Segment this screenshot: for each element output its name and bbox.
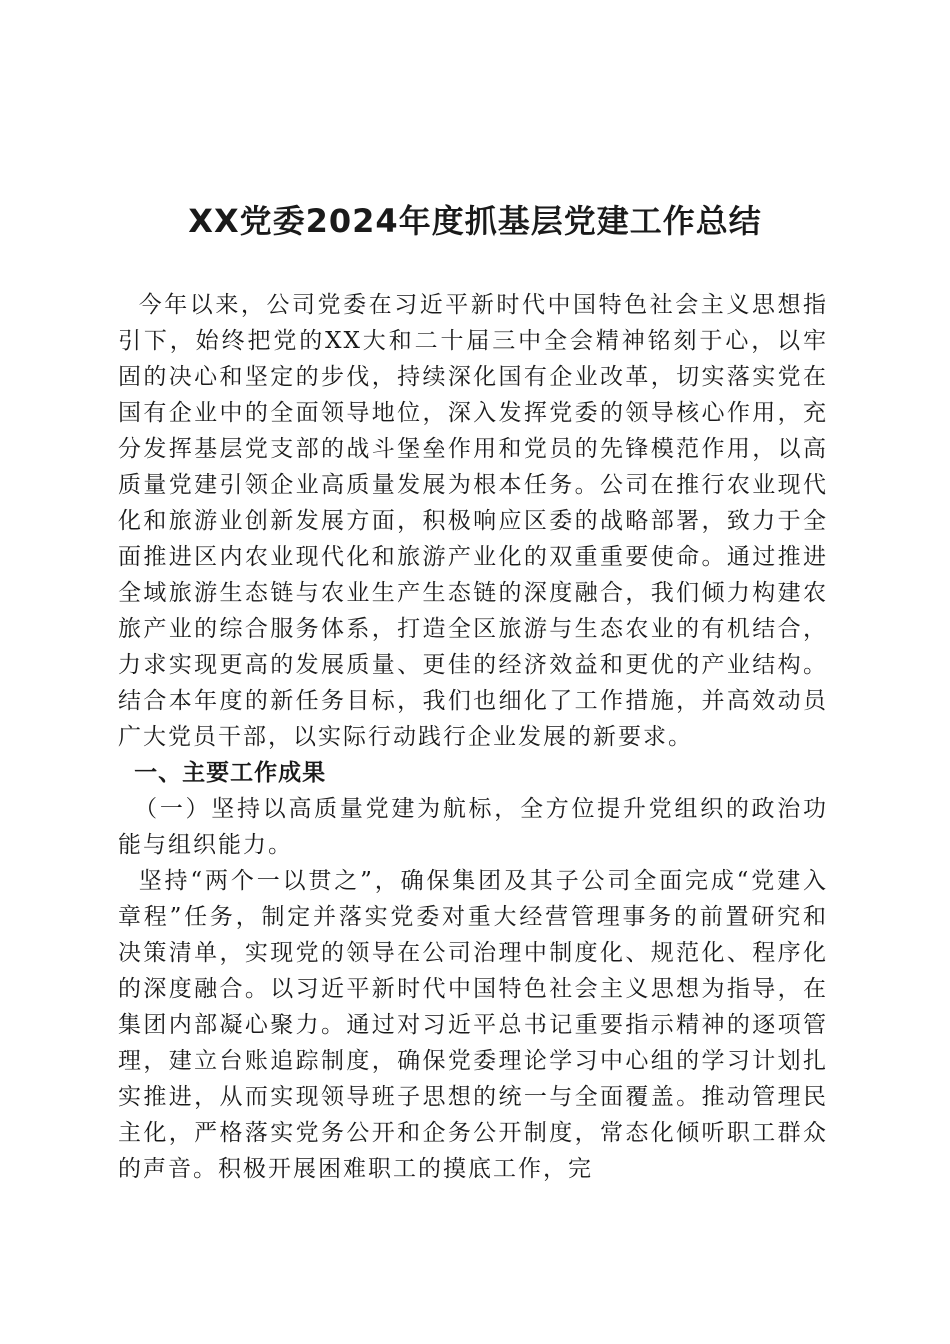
subsection-paragraph: 坚持“两个一以贯之”，确保集团及其子公司全面完成“党建入章程”任务，制定并落实党委对重大经营管理事务的前置研究和决策清单，实现党的领导在公司治理中制度化、规范化、程序化的深度融合。以习近平新时代中国特色社会主义思想为指导，在集团内部凝心聚力。通过对习近平总书记重要指示精神的逐项管理，建立台账追踪制度，确保党委理论学习中心组的学习计划扎实推进，从而实现领导班子思想的统一与全面覆盖。推动管理民主化，严格落实党务公开和企务公开制度，常态化倾听职工群众的声音。积极开展困难职工的摸底工作，完 [118,868,828,1182]
document-title: XX党委2024年度抓基层党建工作总结 [188,202,762,240]
subsection-heading: （一）坚持以高质量党建为航标，全方位提升党组织的政治功能与组织能力。 [118,796,828,858]
intro-paragraph: 今年以来，公司党委在习近平新时代中国特色社会主义思想指引下，始终把党的XX大和二十届三中全会精神铭刻于心，以牢固的决心和坚定的步伐，持续深化国有企业改革，切实落实党在国有企业中的全面领导地位，深入发挥党委的领导核心作用，充分发挥基层党支部的战斗堡垒作用和党员的先锋模范作用，以高质量党建引领企业高质量发展为根本任务。公司在推行农业现代化和旅游业创新发展方面，积极响应区委的战略部署，致力于全面推进区内农业现代化和旅游产业化的双重重要使命。通过推进全域旅游生态链与农业生产生态链的深度融合，我们倾力构建农旅产业的综合服务体系，打造全区旅游与生态农业的有机结合，力求实现更高的发展质量、更佳的经济效益和更优的产业结构。结合本年度的新任务目标，我们也细化了工作措施，并高效动员广大党员干部，以实际行动践行企业发展的新要求。 [118,292,828,750]
section-heading: 一、主要工作成果 [134,760,327,786]
document-body [118,287,828,1187]
